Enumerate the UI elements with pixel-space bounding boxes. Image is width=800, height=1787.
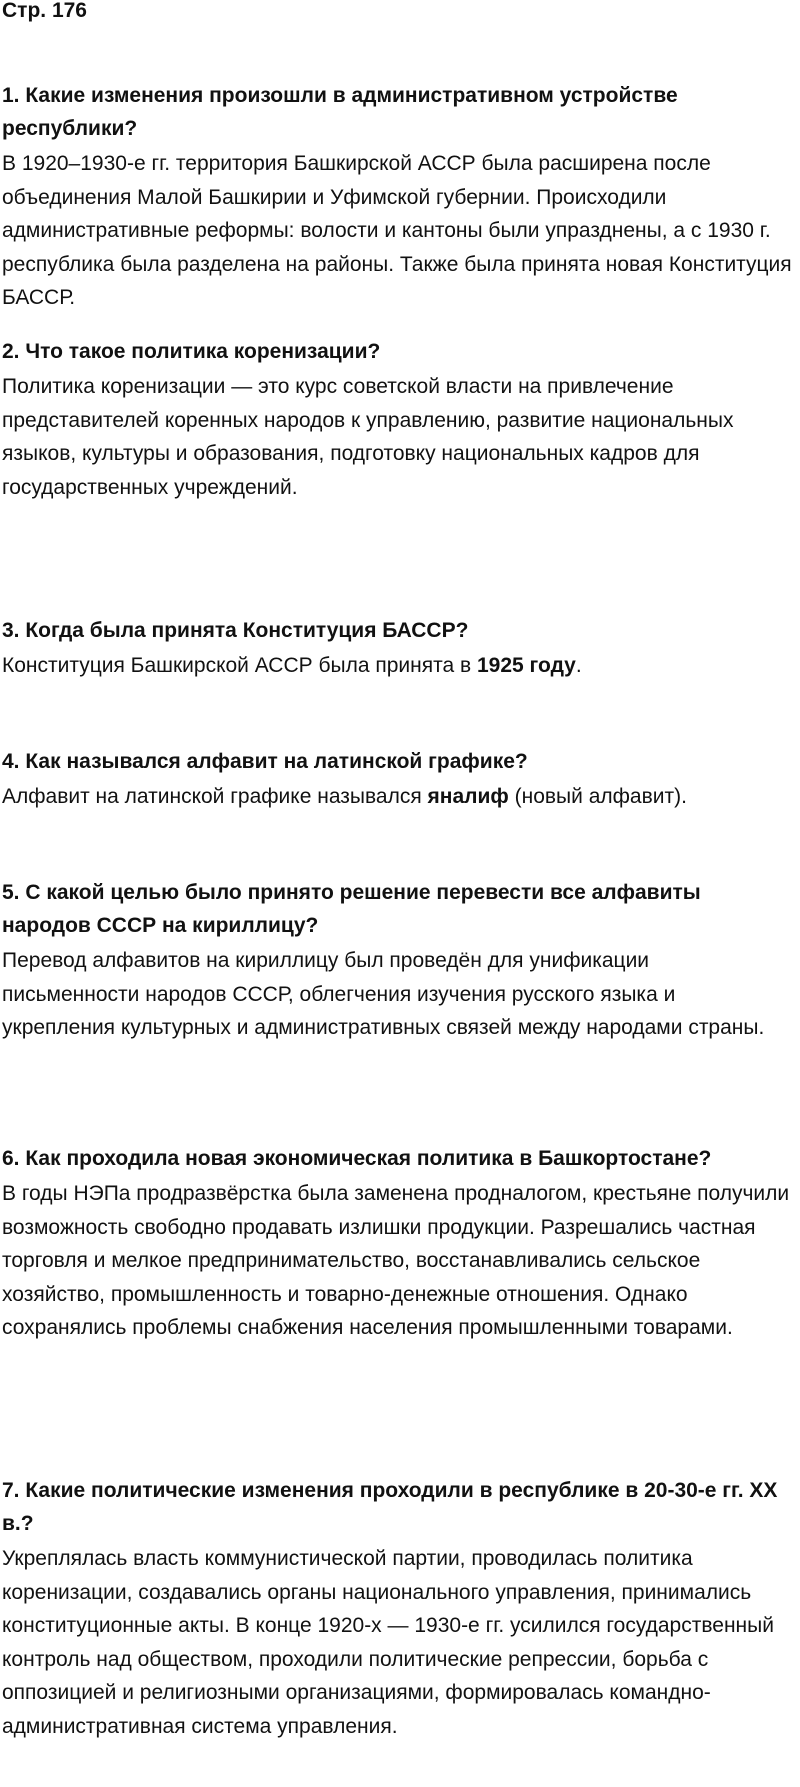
question-1: 1. Какие изменения произошли в административном устройстве республики?	[2, 84, 678, 140]
qa-section-3	[2, 614, 792, 683]
answer-1: В 1920–1930-е гг. территория Башкирской АССР была расширена после объединения Малой Башкирии и Уфимской губернии. Происходили административные реформы: волости и кантоны были упразднены, а с 1930 г. республика была разделена на районы. Также была принята новая Конституция БАССР.	[2, 152, 792, 309]
question-7: 7. Какие политические изменения проходили в республике в 20-30-е гг. XX в.?	[2, 1479, 778, 1535]
qa-section-2	[2, 335, 792, 504]
question-6: 6. Как проходила новая экономическая политика в Башкортостане?	[2, 1147, 712, 1170]
qa-section-6	[2, 1142, 792, 1345]
answer-5: Перевод алфавитов на кириллицу был проведён для унификации письменности народов СССР, облегчения изучения русского языка и укрепления культурных и административных связей между народами страны.	[2, 949, 765, 1039]
question-4: 4. Как назывался алфавит на латинской графике?	[2, 750, 528, 773]
answer-2: Политика коренизации — это курс советской власти на привлечение представителей коренных народов к управлению, развитие национальных языков, культуры и образования, подготовку национальных кадров для государственных учреждений.	[2, 375, 734, 499]
question-5: 5. С какой целью было принято решение перевести все алфавиты народов СССР на кириллицу?	[2, 881, 701, 937]
qa-section-7	[2, 1474, 792, 1743]
answer-6: В годы НЭПа продразвёрстка была заменена продналогом, крестьяне получили возможность свободно продавать излишки продукции. Разрешались частная торговля и мелкое предпринимательство, восстанавливались сельское хозяйство, промышленность и товарно-денежные отношения. Однако сохранялись проблемы снабжения населения промышленными товарами.	[2, 1182, 790, 1339]
answer-4-tail: (новый алфавит).	[508, 785, 687, 808]
page-title: Стр. 176	[2, 0, 87, 22]
question-2: 2. Что такое политика коренизации?	[2, 340, 381, 363]
answer-3-emphasis: 1925 году	[477, 654, 576, 677]
answer-3-tail: .	[575, 654, 582, 677]
answer-4-emphasis: яналиф	[427, 785, 509, 808]
answer-3-text: Конституция Башкирской АССР была принята в	[2, 654, 477, 677]
answer-4	[2, 780, 792, 814]
answer-4-text: Алфавит на латинской графике назывался	[2, 785, 428, 808]
qa-section-5	[2, 876, 792, 1045]
qa-section-1	[2, 79, 792, 315]
qa-section-4	[2, 745, 792, 814]
answer-3	[2, 649, 792, 683]
answer-7: Укреплялась власть коммунистической партии, проводилась политика коренизации, создавались органы национального управления, принимались конституционные акты. В конце 1920-х — 1930-е гг. усилился государственный контроль над обществом, проходили политические репрессии, борьба с оппозицией и религиозными организациями, формировалась командно-административная система управления.	[2, 1547, 774, 1738]
question-3: 3. Когда была принята Конституция БАССР?	[2, 619, 469, 642]
